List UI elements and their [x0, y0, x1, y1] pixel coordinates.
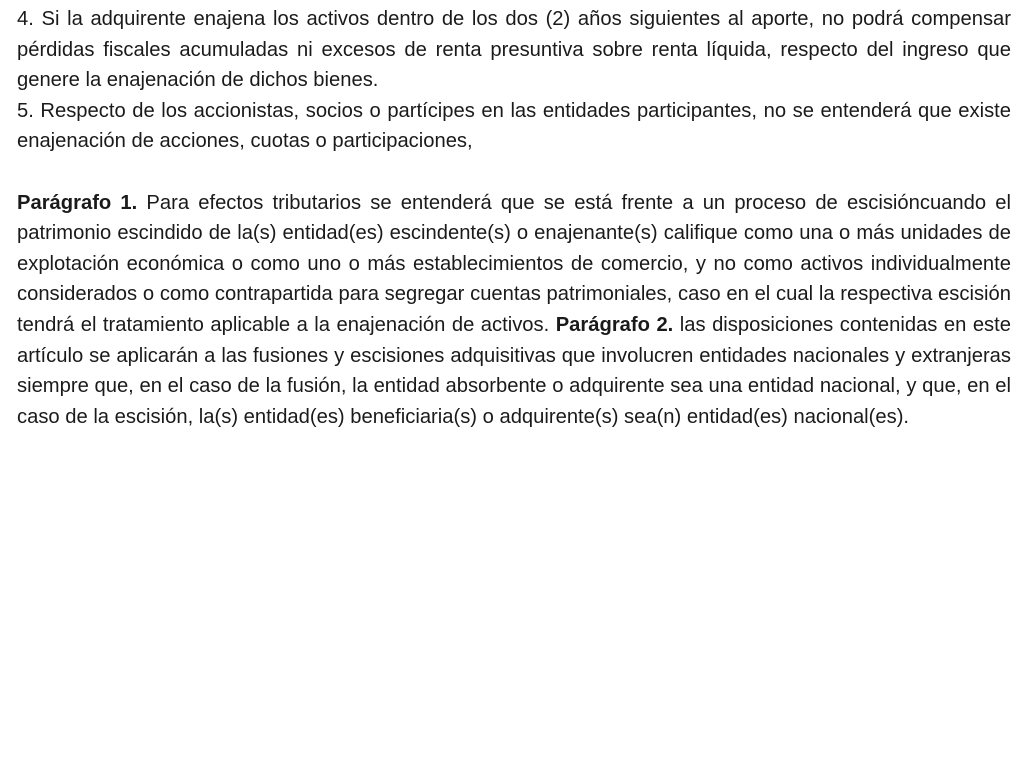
document-body	[17, 4, 1011, 432]
item-4-paragraph: 4. Si la adquirente enajena los activos dentro de los dos (2) años siguientes al aporte, no podrá compensar pérdidas fiscales acumuladas ni excesos de renta presuntiva sobre renta líquida, respecto del ingreso que genere la enajenación de dichos bienes.	[17, 8, 1011, 92]
paragrafo-paragraph	[17, 188, 1011, 433]
paragrafo-2-text: las disposiciones contenidas en este artículo se aplicarán a las fusiones y escisiones adquisitivas que involucren entidades nacionales y extranjeras siempre que, en el caso de la fusión, la entidad absorbente o adquirente sea una entidad nacional, y que, en el caso de la escisión, la(s) entidad(es) beneficiaria(s) o adquirente(s) sea(n) entidad(es) nacional(es).	[17, 313, 1011, 428]
item-5-paragraph: 5. Respecto de los accionistas, socios o partícipes en las entidades participantes, no se entenderá que existe enajenación de acciones, cuotas o participaciones,	[17, 99, 1011, 153]
paragrafo-1-text: Para efectos tributarios se entenderá que se está frente a un proceso de escisióncuando el patrimonio escindido de la(s) entidad(es) escindente(s) o enajenante(s) califique como una o más unidades de explotación económica o como uno o más establecimientos de comercio, y no como activos individualmente considerados o como contrapartida para segregar cuentas patrimoniales, caso en el cual la respectiva escisión tendrá el tratamiento aplicable a la enajenación de activos.	[17, 191, 1011, 336]
paragrafo-1-label: Parágrafo 1.	[17, 191, 138, 214]
paragrafo-2-label: Parágrafo 2.	[555, 313, 674, 336]
